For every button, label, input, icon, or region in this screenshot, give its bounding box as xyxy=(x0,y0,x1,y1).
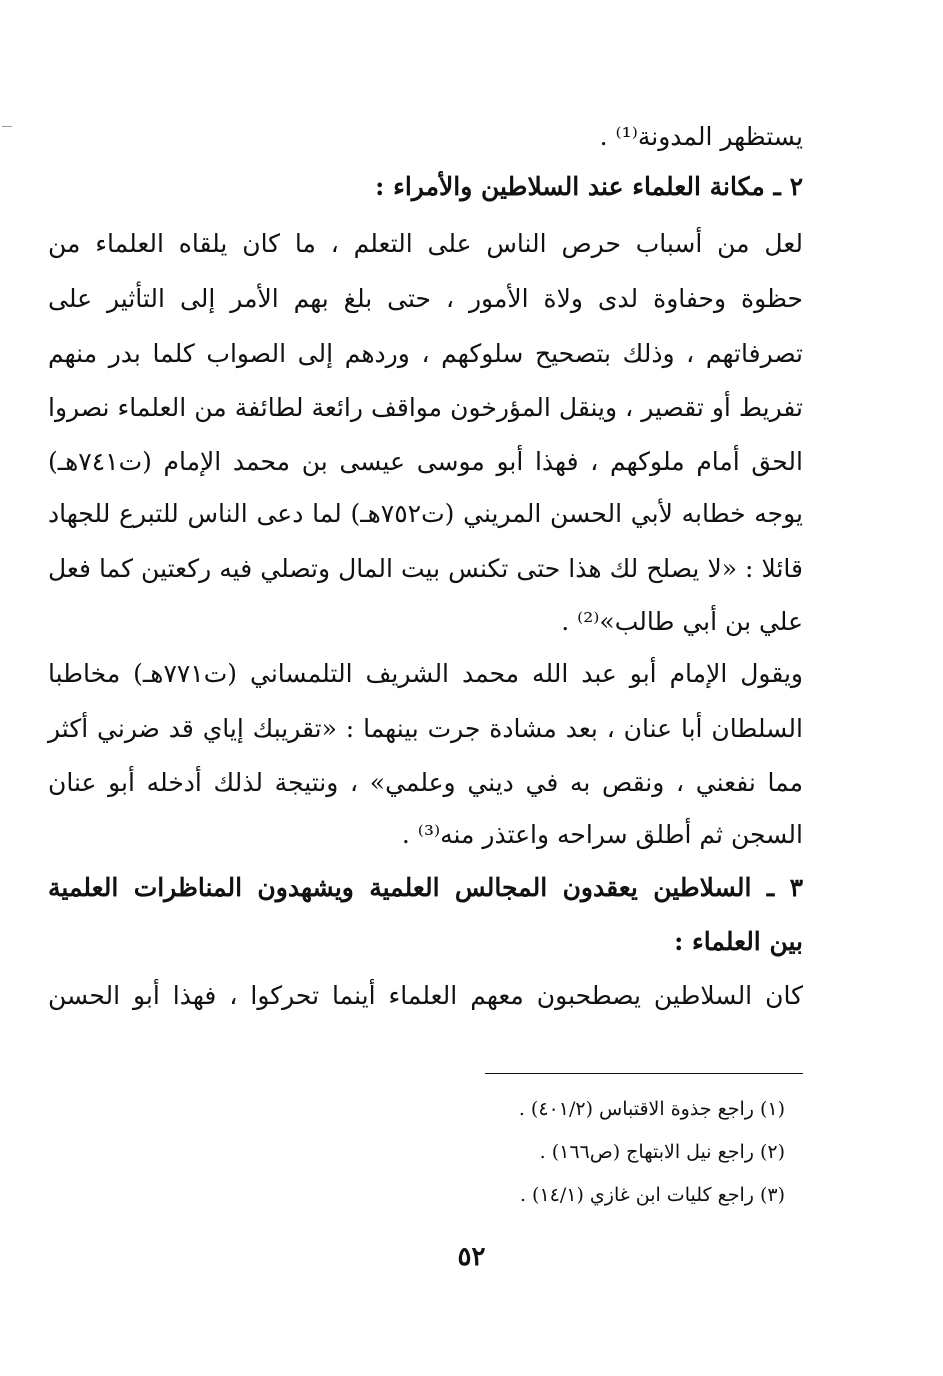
body-line: يستظهر المدونة⁽¹⁾ . xyxy=(599,122,803,151)
body-line: مما نفعني ، ونقص به في ديني وعلمي» ، ونتيجة لذلك أدخله أبو عنان xyxy=(48,768,803,797)
body-line: السجن ثم أطلق سراحه واعتذر منه⁽³⁾ . xyxy=(401,820,803,849)
section-heading-3: ٣ ـ السلاطين يعقدون المجالس العلمية ويشهدون المناظرات العلمية xyxy=(48,873,803,902)
section-heading-3-cont: بين العلماء : xyxy=(674,927,803,956)
body-line: لعل من أسباب حرص الناس على التعلم ، ما كان يلقاه العلماء من xyxy=(48,229,803,258)
footnote-separator xyxy=(485,1073,803,1074)
footnote: (٢) راجع نيل الابتهاج (ص١٦٦) . xyxy=(539,1141,785,1163)
body-line: السلطان أبا عنان ، بعد مشادة جرت بينهما : «تقريبك إياي قد ضرني أكثر xyxy=(48,714,803,743)
body-line: الحق أمام ملوكهم ، فهذا أبو موسى عيسى بن محمد الإمام (ت٧٤١هـ) xyxy=(48,447,803,476)
body-line: حظوة وحفاوة لدى ولاة الأمور ، حتى بلغ بهم الأمر إلى التأثير على xyxy=(48,284,803,313)
body-line: ويقول الإمام أبو عبد الله محمد الشريف التلمساني (ت٧٧١هـ) مخاطبا xyxy=(48,659,803,688)
scan-edge-mark xyxy=(2,126,12,127)
body-line: تفريط أو تقصير ، وينقل المؤرخون مواقف رائعة لطائفة من العلماء نصروا xyxy=(48,393,803,422)
body-line: تصرفاتهم ، وذلك بتصحيح سلوكهم ، وردهم إلى الصواب كلما بدر منهم xyxy=(48,339,803,368)
body-line: كان السلاطين يصطحبون معهم العلماء أينما تحركوا ، فهذا أبو الحسن xyxy=(48,981,803,1010)
page-number: ٥٢ xyxy=(457,1242,486,1272)
footnote: (٣) راجع كليات ابن غازي (١٤/١) . xyxy=(519,1184,785,1206)
body-line: قائلا : «لا يصلح لك هذا حتى تكنس بيت المال وتصلي فيه ركعتين كما فعل xyxy=(48,554,803,583)
body-line: يوجه خطابه لأبي الحسن المريني (ت٧٥٢هـ) لما دعى الناس للتبرع للجهاد xyxy=(48,499,803,528)
body-line: علي بن أبي طالب»⁽²⁾ . xyxy=(561,607,803,636)
section-heading-2: ٢ ـ مكانة العلماء عند السلاطين والأمراء : xyxy=(375,172,803,201)
footnote: (١) راجع جذوة الاقتباس (٤٠١/٢) . xyxy=(518,1098,785,1120)
